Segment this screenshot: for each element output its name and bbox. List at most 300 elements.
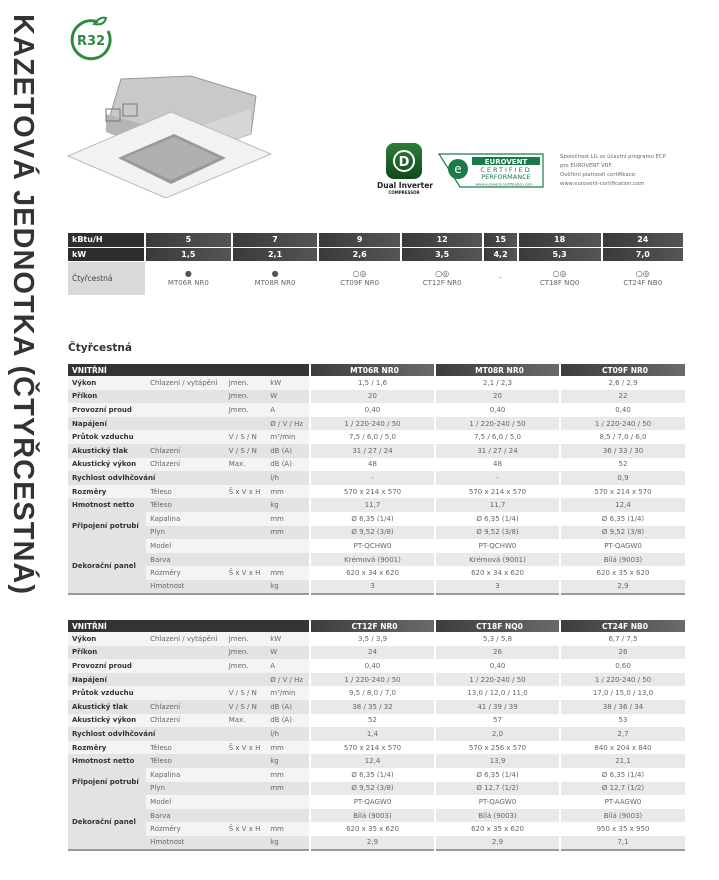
spec-value: Ø 6,35 (1/4) xyxy=(435,512,560,526)
param-name: Připojení potrubí xyxy=(68,768,146,795)
spec-row xyxy=(68,566,685,580)
param-unit: m³/min xyxy=(266,686,310,700)
param-unit: mm xyxy=(266,768,310,782)
param-condition xyxy=(225,498,266,512)
param-condition xyxy=(225,782,266,796)
availability-icon: ○◎ xyxy=(352,269,367,279)
spec-row xyxy=(68,526,685,540)
spec-value: 7,5 / 6,0 / 5,0 xyxy=(435,430,560,444)
model-name: - xyxy=(499,274,502,283)
kw-value: 2,6 xyxy=(318,247,401,261)
spec-value: 570 x 214 x 570 xyxy=(560,485,685,499)
model-cell xyxy=(483,261,517,295)
spec-value: 21,1 xyxy=(560,754,685,768)
spec-row xyxy=(68,782,685,796)
spec-row xyxy=(68,673,685,687)
spec-value: 0,40 xyxy=(560,403,685,417)
param-unit: kg xyxy=(266,836,310,850)
param-name: Rozměry xyxy=(68,741,146,755)
param-name: Rychlost odvlhčování xyxy=(68,471,266,485)
param-sub xyxy=(146,417,225,431)
model-header: MT08R NR0 xyxy=(435,364,560,376)
dual-inverter-logo xyxy=(377,143,433,195)
model-name: CT09F NR0 xyxy=(340,279,380,288)
cassette-unit-image xyxy=(66,74,276,198)
spec-row xyxy=(68,822,685,836)
param-name: Výkon xyxy=(68,376,146,390)
param-name: Provozní proud xyxy=(68,659,146,673)
param-name: Akustický tlak xyxy=(68,444,146,458)
spec-value: 53 xyxy=(560,714,685,728)
spec-row xyxy=(68,754,685,768)
spec-value: 570 x 214 x 570 xyxy=(435,485,560,499)
param-sub: Hmotnost xyxy=(146,836,225,850)
spec-value: PT-QAGW0 xyxy=(435,795,560,809)
param-unit: dB (A) xyxy=(266,458,310,472)
svg-text:EUROVENT: EUROVENT xyxy=(484,158,528,166)
param-sub: Těleso xyxy=(146,485,225,499)
spec-row xyxy=(68,809,685,823)
spec-row xyxy=(68,458,685,472)
param-unit xyxy=(266,795,310,809)
kw-value: 1,5 xyxy=(145,247,232,261)
spec-value: 57 xyxy=(435,714,560,728)
spec-value: 2,9 xyxy=(435,836,560,850)
param-sub: Rozměry xyxy=(146,822,225,836)
spec-value: 2,7 xyxy=(560,727,685,741)
availability-icon: ○◎ xyxy=(435,269,450,279)
spec-value: 12,4 xyxy=(310,754,435,768)
param-condition: Max. xyxy=(225,458,266,472)
param-sub: Těleso xyxy=(146,741,225,755)
dual-inverter-d-icon xyxy=(391,148,417,174)
param-sub: Chlazení / vytápění xyxy=(146,632,225,646)
param-name: Rychlost odvlhčování xyxy=(68,727,266,741)
spec-value: 620 x 34 x 620 xyxy=(310,566,435,580)
param-condition xyxy=(225,580,266,594)
param-condition: Jmen. xyxy=(225,390,266,404)
table-header: VNITŘNÍ xyxy=(68,364,310,376)
spec-value: 5,3 / 5,8 xyxy=(435,632,560,646)
param-name: Rozměry xyxy=(68,485,146,499)
spec-row xyxy=(68,498,685,512)
spec-row xyxy=(68,471,685,485)
param-condition xyxy=(225,836,266,850)
spec-value: Bílá (9003) xyxy=(560,809,685,823)
param-unit: m³/min xyxy=(266,430,310,444)
svg-text:www.eurovent-certification.com: www.eurovent-certification.com xyxy=(475,182,533,187)
spec-value: 1,4 xyxy=(310,727,435,741)
kbtu-value: 7 xyxy=(232,233,319,247)
spec-value: 24 xyxy=(310,646,435,660)
spec-value: 2,1 / 2,3 xyxy=(435,376,560,390)
spec-value: 1 / 220-240 / 50 xyxy=(310,673,435,687)
spec-row xyxy=(68,659,685,673)
param-condition: V / S / N xyxy=(225,686,266,700)
param-sub: Plyn xyxy=(146,782,225,796)
param-unit: l/h xyxy=(266,471,310,485)
spec-row xyxy=(68,512,685,526)
spec-value: PT-QAGW0 xyxy=(310,795,435,809)
param-unit xyxy=(266,553,310,567)
param-sub: Chlazení / vytápění xyxy=(146,376,225,390)
param-sub: Model xyxy=(146,539,225,553)
spec-value: Ø 9,52 (3/8) xyxy=(435,526,560,540)
param-unit: A xyxy=(266,403,310,417)
param-sub xyxy=(146,390,225,404)
param-condition: Jmen. xyxy=(225,659,266,673)
spec-value: 6,7 / 7,5 xyxy=(560,632,685,646)
param-condition xyxy=(225,417,266,431)
param-unit: A xyxy=(266,659,310,673)
spec-value: 52 xyxy=(310,714,435,728)
spec-value: 840 x 204 x 840 xyxy=(560,741,685,755)
spec-value: 38 / 35 / 32 xyxy=(310,700,435,714)
spec-table-1 xyxy=(68,364,685,595)
spec-value: Krémová (9001) xyxy=(435,553,560,567)
param-sub xyxy=(146,403,225,417)
svg-text:CERTIFIED: CERTIFIED xyxy=(480,166,532,174)
param-sub xyxy=(146,686,225,700)
kw-value: 2,1 xyxy=(232,247,319,261)
spec-row xyxy=(68,485,685,499)
spec-value: 22 xyxy=(560,390,685,404)
spec-value: Ø 12,7 (1/2) xyxy=(560,782,685,796)
spec-value: 52 xyxy=(560,458,685,472)
kw-value: 3,5 xyxy=(401,247,484,261)
kbtu-row xyxy=(68,233,684,247)
model-cell xyxy=(145,261,232,295)
param-sub xyxy=(146,430,225,444)
param-condition xyxy=(225,673,266,687)
spec-value: Ø 9,52 (3/8) xyxy=(560,526,685,540)
spec-row xyxy=(68,795,685,809)
param-sub: Kapalina xyxy=(146,512,225,526)
param-unit: dB (A) xyxy=(266,714,310,728)
param-condition: Jmen. xyxy=(225,646,266,660)
kbtu-value: 24 xyxy=(602,233,684,247)
param-condition xyxy=(225,754,266,768)
param-name: Průtok vzduchu xyxy=(68,686,146,700)
spec-value: 31 / 27 / 24 xyxy=(435,444,560,458)
model-header: MT06R NR0 xyxy=(310,364,435,376)
param-condition: Š x V x H xyxy=(225,566,266,580)
param-condition xyxy=(225,809,266,823)
spec-value: 3,5 / 3,9 xyxy=(310,632,435,646)
param-name: Napájení xyxy=(68,673,146,687)
spec-value: 20 xyxy=(435,390,560,404)
model-cell xyxy=(232,261,319,295)
spec-value: Ø 6,35 (1/4) xyxy=(310,512,435,526)
kw-value: 7,0 xyxy=(602,247,684,261)
model-name: CT24F NB0 xyxy=(623,279,663,288)
param-name: Příkon xyxy=(68,646,146,660)
spec-row xyxy=(68,741,685,755)
spec-value: 9,5 / 8,0 / 7,0 xyxy=(310,686,435,700)
spec-row xyxy=(68,714,685,728)
param-name: Připojení potrubí xyxy=(68,512,146,539)
header-row xyxy=(68,620,685,632)
param-unit: Ø / V / Hz xyxy=(266,417,310,431)
spec-value: 2,6 / 2,9 xyxy=(560,376,685,390)
param-sub xyxy=(146,659,225,673)
param-condition: Max. xyxy=(225,714,266,728)
param-name: Příkon xyxy=(68,390,146,404)
model-header: CT12F NR0 xyxy=(310,620,435,632)
spec-value: 1 / 220-240 / 50 xyxy=(560,417,685,431)
model-row xyxy=(68,261,684,295)
param-condition: Š x V x H xyxy=(225,822,266,836)
param-name: Průtok vzduchu xyxy=(68,430,146,444)
param-name: Akustický výkon xyxy=(68,458,146,472)
param-sub: Chlazení xyxy=(146,458,225,472)
spec-row xyxy=(68,686,685,700)
param-unit: kW xyxy=(266,376,310,390)
spec-row xyxy=(68,700,685,714)
param-condition: Š x V x H xyxy=(225,485,266,499)
kbtu-value: 9 xyxy=(318,233,401,247)
spec-value: 13,0 / 12,0 / 11,0 xyxy=(435,686,560,700)
spec-value: 0,40 xyxy=(310,403,435,417)
spec-value: 11,7 xyxy=(310,498,435,512)
spec-value: 0,9 xyxy=(560,471,685,485)
param-unit: kg xyxy=(266,754,310,768)
spec-value: 0,40 xyxy=(435,403,560,417)
r32-label: R32 xyxy=(76,34,106,49)
kw-label: kW xyxy=(68,247,145,261)
kbtu-value: 15 xyxy=(483,233,517,247)
spec-row xyxy=(68,632,685,646)
spec-value: Bílá (9003) xyxy=(435,809,560,823)
svg-text:PERFORMANCE: PERFORMANCE xyxy=(481,173,531,181)
spec-row xyxy=(68,553,685,567)
spec-value: 3 xyxy=(310,580,435,594)
model-name: MT08R NR0 xyxy=(254,279,296,288)
param-name: Provozní proud xyxy=(68,403,146,417)
model-row-label: Čtyřcestná xyxy=(68,261,145,295)
model-cell xyxy=(401,261,484,295)
spec-row xyxy=(68,539,685,553)
param-condition xyxy=(225,553,266,567)
spec-value: 7,5 / 6,0 / 5,0 xyxy=(310,430,435,444)
param-name: Napájení xyxy=(68,417,146,431)
spec-value: 1 / 220-240 / 50 xyxy=(435,673,560,687)
spec-value: 0,40 xyxy=(435,659,560,673)
param-unit: mm xyxy=(266,566,310,580)
param-name: Akustický tlak xyxy=(68,700,146,714)
dual-inverter-text: Dual Inverter xyxy=(377,181,433,190)
spec-value: Ø 9,52 (3/8) xyxy=(310,782,435,796)
spec-value: 48 xyxy=(435,458,560,472)
param-unit: mm xyxy=(266,512,310,526)
model-header: CT18F NQ0 xyxy=(435,620,560,632)
param-unit: dB (A) xyxy=(266,700,310,714)
spec-value: 1,5 / 1,6 xyxy=(310,376,435,390)
spec-value: 48 xyxy=(310,458,435,472)
param-name: Dekorační panel xyxy=(68,795,146,849)
spec-value: Bílá (9003) xyxy=(560,553,685,567)
spec-value: 3 xyxy=(435,580,560,594)
spec-value: 620 x 35 x 620 xyxy=(560,566,685,580)
param-name: Akustický výkon xyxy=(68,714,146,728)
spec-value: 570 x 214 x 570 xyxy=(310,741,435,755)
spec-row xyxy=(68,768,685,782)
param-unit: Ø / V / Hz xyxy=(266,673,310,687)
param-sub: Chlazení xyxy=(146,444,225,458)
spec-value: - xyxy=(310,471,435,485)
spec-value: 17,0 / 15,0 / 13,0 xyxy=(560,686,685,700)
param-unit: W xyxy=(266,646,310,660)
spec-value: 0,40 xyxy=(310,659,435,673)
spec-value: 570 x 214 x 570 xyxy=(310,485,435,499)
param-condition: Jmen. xyxy=(225,376,266,390)
spec-value: 36 / 33 / 30 xyxy=(560,444,685,458)
param-sub: Kapalina xyxy=(146,768,225,782)
spec-value: 1 / 220-240 / 50 xyxy=(435,417,560,431)
r32-refrigerant-badge xyxy=(68,16,114,62)
param-condition: V / S / N xyxy=(225,700,266,714)
param-unit: mm xyxy=(266,485,310,499)
param-condition xyxy=(225,526,266,540)
compressor-text: COMPRESSOR xyxy=(388,190,420,195)
spec-value: 20 xyxy=(310,390,435,404)
spec-value: Ø 12,7 (1/2) xyxy=(435,782,560,796)
spec-value: Ø 6,35 (1/4) xyxy=(310,768,435,782)
header-row xyxy=(68,364,685,376)
param-unit: kg xyxy=(266,498,310,512)
spec-value: 620 x 35 x 620 xyxy=(435,822,560,836)
spec-value: 11,7 xyxy=(435,498,560,512)
param-unit: mm xyxy=(266,526,310,540)
spec-value: 1 / 220-240 / 50 xyxy=(310,417,435,431)
kbtu-value: 5 xyxy=(145,233,232,247)
section-title: Čtyřcestná xyxy=(68,342,132,354)
kw-row xyxy=(68,247,684,261)
certification-note: Společnost LG se účastní programu ECP pro EUROVENT VRF. Ověření platnosti certifikace: www.eurovent-certification.com xyxy=(560,154,666,187)
model-name: CT12F NR0 xyxy=(422,279,462,288)
param-sub: Model xyxy=(146,795,225,809)
spec-value: 620 x 34 x 620 xyxy=(435,566,560,580)
spec-value: 26 xyxy=(560,646,685,660)
spec-value: 2,9 xyxy=(560,580,685,594)
kbtu-label: kBtu/H xyxy=(68,233,145,247)
param-sub: Hmotnost xyxy=(146,580,225,594)
param-unit: kg xyxy=(266,580,310,594)
availability-icon: ● xyxy=(184,269,192,279)
spec-value: 41 / 39 / 39 xyxy=(435,700,560,714)
spec-value: Ø 6,35 (1/4) xyxy=(435,768,560,782)
spec-row xyxy=(68,403,685,417)
param-sub: Barva xyxy=(146,553,225,567)
param-condition: Jmen. xyxy=(225,632,266,646)
model-header: CT24F NB0 xyxy=(560,620,685,632)
table-header: VNITŘNÍ xyxy=(68,620,310,632)
spec-value: PT-QCHW0 xyxy=(435,539,560,553)
param-name: Hmotnost netto xyxy=(68,754,146,768)
param-unit: l/h xyxy=(266,727,310,741)
capacity-selector-table xyxy=(68,233,685,295)
svg-text:e: e xyxy=(454,162,462,176)
spec-value: Ø 6,35 (1/4) xyxy=(560,768,685,782)
param-sub: Chlazení xyxy=(146,700,225,714)
spec-table-2 xyxy=(68,620,685,851)
model-cell xyxy=(602,261,684,295)
spec-value: Krémová (9001) xyxy=(310,553,435,567)
param-unit xyxy=(266,539,310,553)
model-header: CT09F NR0 xyxy=(560,364,685,376)
spec-value: 31 / 27 / 24 xyxy=(310,444,435,458)
availability-icon: ○◎ xyxy=(635,269,650,279)
spec-value: 12,4 xyxy=(560,498,685,512)
param-name: Výkon xyxy=(68,632,146,646)
spec-value: 38 / 36 / 34 xyxy=(560,700,685,714)
spec-value: 2,0 xyxy=(435,727,560,741)
spec-value: 620 x 35 x 620 xyxy=(310,822,435,836)
svg-text:D: D xyxy=(398,155,410,170)
param-condition: Jmen. xyxy=(225,403,266,417)
spec-row xyxy=(68,727,685,741)
param-unit: dB (A) xyxy=(266,444,310,458)
spec-value: 2,9 xyxy=(310,836,435,850)
spec-value: 8,5 / 7,0 / 6,0 xyxy=(560,430,685,444)
spec-value: Bílá (9003) xyxy=(310,809,435,823)
spec-value: 950 x 35 x 950 xyxy=(560,822,685,836)
param-unit: kW xyxy=(266,632,310,646)
eurovent-certified-logo xyxy=(438,151,544,189)
param-condition: V / S / N xyxy=(225,444,266,458)
param-unit: mm xyxy=(266,741,310,755)
availability-icon: ● xyxy=(271,269,279,279)
model-cell xyxy=(318,261,401,295)
spec-value: 13,9 xyxy=(435,754,560,768)
param-sub: Barva xyxy=(146,809,225,823)
availability-icon: ○◎ xyxy=(552,269,567,279)
param-condition: Š x V x H xyxy=(225,741,266,755)
spec-value: 1 / 220-240 / 50 xyxy=(560,673,685,687)
model-name: MT06R NR0 xyxy=(167,279,209,288)
param-condition xyxy=(225,768,266,782)
param-unit: W xyxy=(266,390,310,404)
spec-value: 26 xyxy=(435,646,560,660)
spec-row xyxy=(68,444,685,458)
kw-value: 5,3 xyxy=(518,247,602,261)
param-sub: Těleso xyxy=(146,754,225,768)
param-condition xyxy=(225,795,266,809)
spec-row xyxy=(68,430,685,444)
param-sub xyxy=(146,646,225,660)
spec-value: - xyxy=(435,471,560,485)
spec-row xyxy=(68,580,685,594)
param-unit: mm xyxy=(266,822,310,836)
param-name: Dekorační panel xyxy=(68,539,146,593)
spec-value: 0,60 xyxy=(560,659,685,673)
param-sub: Plyn xyxy=(146,526,225,540)
page-title: KAZETOVÁ JEDNOTKA (ČTYŘCESTNÁ) xyxy=(7,14,39,596)
spec-value: PT-QAGW0 xyxy=(560,539,685,553)
param-sub: Rozměry xyxy=(146,566,225,580)
param-unit: mm xyxy=(266,782,310,796)
spec-value: PT-AAGW0 xyxy=(560,795,685,809)
param-unit xyxy=(266,809,310,823)
kbtu-value: 12 xyxy=(401,233,484,247)
param-condition: V / S / N xyxy=(225,430,266,444)
spec-value: Ø 9,52 (3/8) xyxy=(310,526,435,540)
param-condition xyxy=(225,539,266,553)
kw-value: 4,2 xyxy=(483,247,517,261)
param-condition xyxy=(225,512,266,526)
spec-value: 570 x 256 x 570 xyxy=(435,741,560,755)
param-sub xyxy=(146,673,225,687)
